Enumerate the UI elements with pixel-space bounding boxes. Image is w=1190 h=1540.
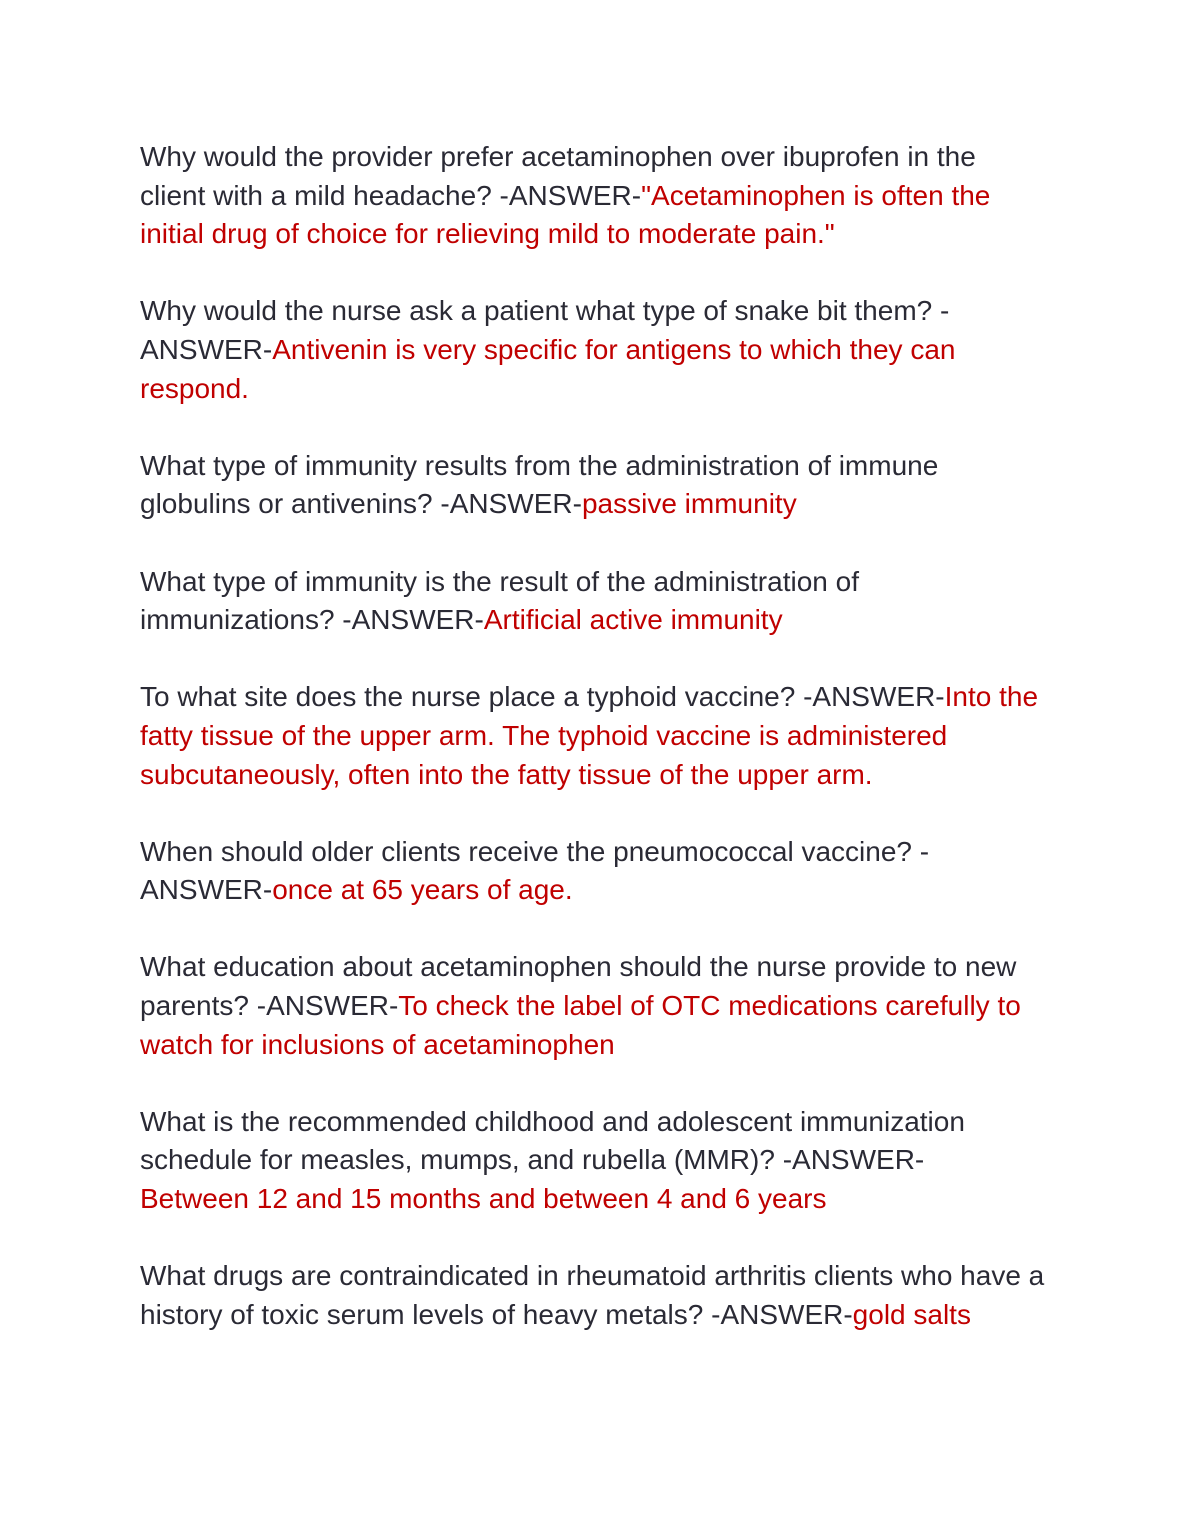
- answer-text: To check the label of OTC medications carefully to watch for inclusions of acetaminophen: [140, 990, 1021, 1060]
- qa-item: [140, 833, 1045, 910]
- question-text: To what site does the nurse place a typhoid vaccine? -ANSWER-: [140, 681, 945, 713]
- qa-item: [140, 563, 1045, 640]
- answer-text: gold salts: [852, 1298, 971, 1330]
- qa-item: [140, 138, 1045, 254]
- question-text: When should older clients receive the pneumococcal vaccine? - ANSWER-: [140, 835, 930, 906]
- answer-text: Antivenin is very specific for antigens to which they can respond.: [140, 333, 956, 404]
- qa-item: [140, 948, 1045, 1064]
- question-text: What education about acetaminophen should the nurse provide to new parents? -ANSWER-: [140, 951, 1017, 1022]
- qa-item: [140, 1103, 1045, 1219]
- document-page: [140, 138, 1045, 1373]
- qa-item: [140, 292, 1045, 408]
- question-text: Why would the provider prefer acetaminophen over ibuprofen in the client with a mild headache? -ANSWER-: [140, 141, 976, 211]
- answer-text: passive immunity: [581, 488, 797, 520]
- qa-item: [140, 678, 1045, 794]
- question-text: Why would the nurse ask a patient what type of snake bit them? - ANSWER-: [140, 295, 950, 365]
- qa-item: [140, 1257, 1045, 1334]
- answer-text: "Acetaminophen is often the initial drug of choice for relieving mild to moderate pain.": [140, 179, 991, 250]
- qa-item: [140, 447, 1045, 524]
- question-text: What type of immunity is the result of the administration of immunizations? -ANSWER-: [140, 565, 859, 636]
- question-text: What is the recommended childhood and adolescent immunization schedule for measles, mumps, and rubella (MMR)? -ANSWER-: [140, 1105, 965, 1176]
- question-text: What type of immunity results from the administration of immune globulins or antivenins? -ANSWER-: [140, 449, 939, 520]
- answer-text: Between 12 and 15 months and between 4 and 6 years: [140, 1183, 827, 1215]
- answer-text: Artificial active immunity: [483, 604, 783, 636]
- answer-text: Into the fatty tissue of the upper arm. The typhoid vaccine is administered subcutaneously, often into the fatty tissue of the upper arm.: [140, 681, 1039, 790]
- question-text: What drugs are contraindicated in rheumatoid arthritis clients who have a history of toxic serum levels of heavy metals? -ANSWER-: [140, 1260, 1045, 1330]
- answer-text: once at 65 years of age.: [272, 874, 573, 906]
